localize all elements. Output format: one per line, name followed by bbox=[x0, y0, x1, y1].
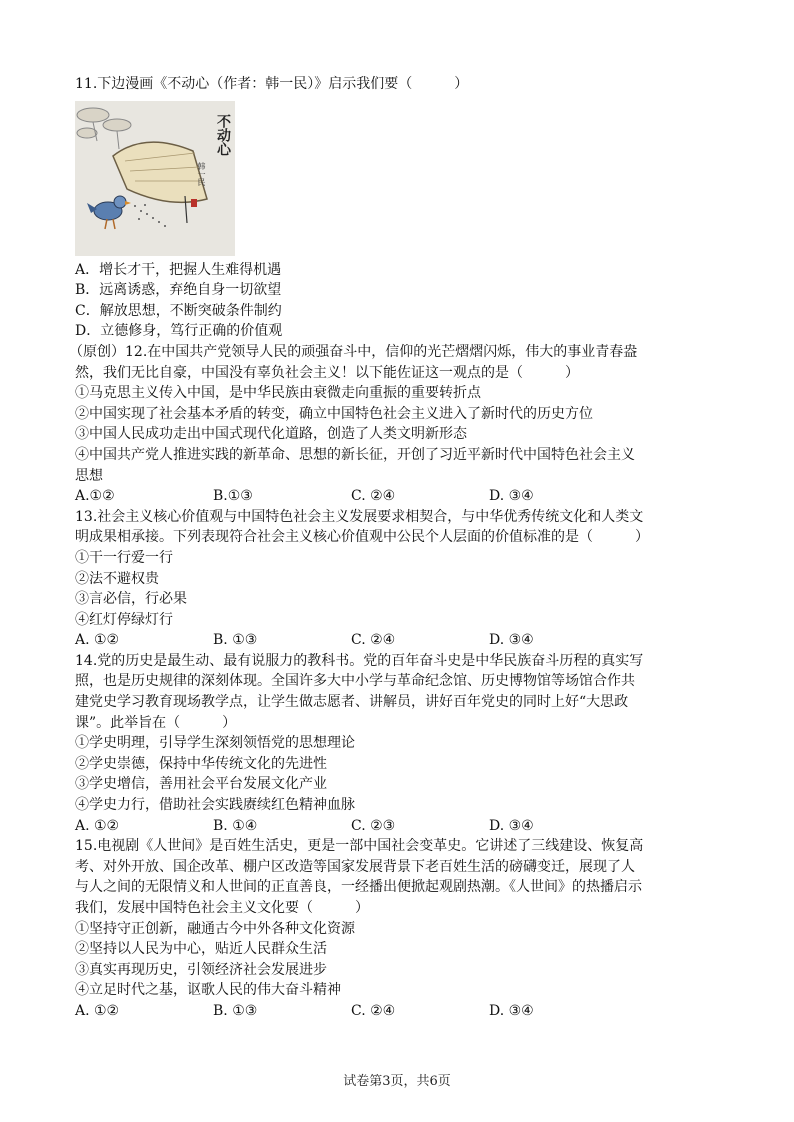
choice-d: D. ③④ bbox=[489, 488, 534, 505]
choice-c: C. ②③ bbox=[351, 817, 396, 834]
page-footer: 试卷第3页，共6页 bbox=[343, 1074, 451, 1089]
cartoon-signature: 韩一民 bbox=[197, 162, 206, 186]
exam-page bbox=[69, 74, 725, 1022]
question-stem: 13.社会主义核心价值观与中国特色社会主义发展要求相契合，与中华优秀传统文化和人类文 bbox=[75, 508, 644, 525]
statement-4: ④立足时代之基，讴歌人民的伟大奋斗精神 bbox=[75, 982, 341, 999]
statement-3: ③真实再现历史，引领经济社会发展进步 bbox=[75, 961, 327, 978]
statement-4-cont: 思想 bbox=[75, 467, 103, 484]
statement-4: ④学史力行，借助社会实践赓续红色精神血脉 bbox=[75, 797, 355, 814]
question-stem-cont: 建党史学习教育现场教学点，让学生做志愿者、讲解员，讲好百年党史的同时上好“大思政 bbox=[75, 694, 629, 711]
choice-b: B. ①③ bbox=[213, 632, 258, 649]
choice-d: D. ③④ bbox=[489, 817, 534, 834]
choice-a: A. ①② bbox=[75, 817, 120, 834]
question-stem: 14.党的历史是最生动、最有说服力的教科书。党的百年奋斗史是中华民族奋斗历程的真实写 bbox=[75, 652, 644, 669]
answer-choices bbox=[75, 630, 725, 651]
option-b: B．远离诱惑，弃绝自身一切欲望 bbox=[75, 282, 282, 299]
cartoon-image bbox=[75, 101, 235, 256]
statement-4: ④红灯停绿灯行 bbox=[75, 611, 173, 628]
choice-c: C. ②④ bbox=[351, 488, 396, 505]
option-d: D．立德修身，笃行正确的价值观 bbox=[75, 323, 283, 340]
statement-1: ①马克思主义传入中国，是中华民族由衰微走向重振的重要转折点 bbox=[75, 385, 481, 402]
choice-a: A. ①② bbox=[75, 1002, 120, 1019]
cartoon-drawing bbox=[75, 101, 235, 256]
statement-3: ③言必信，行必果 bbox=[75, 591, 187, 608]
question-stem-cont: 明成果相承接。下列表现符合社会主义核心价值观中公民个人层面的价值标准的是（ ） bbox=[75, 529, 649, 546]
question-stem-cont: 考、对外开放、国企改革、棚户区改造等国家发展背景下老百姓生活的磅礴变迁，展现了人 bbox=[75, 858, 635, 875]
choice-a: A. ①② bbox=[75, 632, 120, 649]
statement-1: ①干一行爱一行 bbox=[75, 549, 173, 566]
question-stem-cont: 与人之间的无限情义和人世间的正直善良，一经播出便掀起观剧热潮。《人世间》的热播启示 bbox=[75, 879, 642, 896]
choice-a: A.①② bbox=[75, 488, 115, 505]
option-c: C．解放思想，不断突破条件制约 bbox=[75, 302, 282, 319]
question-13 bbox=[75, 507, 725, 651]
question-stem: 11.下边漫画《不动心（作者：韩一民）》启示我们要（ ） bbox=[75, 76, 469, 92]
question-stem: 15.电视剧《人世间》是百姓生活史，更是一部中国社会变革史。它讲述了三线建设、恢复高 bbox=[75, 838, 644, 855]
choice-b: B.①③ bbox=[213, 488, 253, 505]
statement-1: ①坚持守正创新，融通古今中外各种文化资源 bbox=[75, 920, 355, 937]
question-11 bbox=[75, 74, 725, 342]
answer-choices bbox=[75, 1001, 725, 1022]
statement-2: ②坚持以人民为中心，贴近人民群众生活 bbox=[75, 941, 327, 958]
statement-4: ④中国共产党人推进实践的新革命、思想的新长征，开创了习近平新时代中国特色社会主义 bbox=[75, 446, 635, 463]
statement-3: ③学史增信，善用社会平台发展文化产业 bbox=[75, 776, 327, 793]
answer-choices bbox=[75, 816, 725, 837]
statement-2: ②学史崇德，保持中华传统文化的先进性 bbox=[75, 755, 327, 772]
statement-1: ①学史明理，引导学生深刻领悟党的思想理论 bbox=[75, 735, 355, 752]
choice-d: D. ③④ bbox=[489, 1002, 534, 1019]
choice-c: C. ②④ bbox=[351, 1002, 396, 1019]
question-12-body bbox=[75, 363, 725, 507]
answer-choices bbox=[75, 486, 725, 507]
option-a: A．增长才干，把握人生难得机遇 bbox=[75, 261, 282, 278]
question-12 bbox=[69, 342, 725, 363]
question-14 bbox=[75, 651, 725, 836]
question-15 bbox=[75, 836, 725, 1021]
choice-c: C. ②④ bbox=[351, 632, 396, 649]
question-stem-cont: 课”。此举旨在（ ） bbox=[75, 714, 237, 731]
cartoon-title: 不动心 bbox=[215, 114, 231, 156]
statement-2: ②法不避权贵 bbox=[75, 570, 159, 587]
question-stem-cont: 然，我们无比自豪，中国没有辜负社会主义！以下能佐证这一观点的是（ ） bbox=[75, 364, 579, 381]
statement-3: ③中国人民成功走出中国式现代化道路，创造了人类文明新形态 bbox=[75, 426, 467, 443]
choice-b: B. ①③ bbox=[213, 1002, 258, 1019]
question-stem: （原创）12.在中国共产党领导人民的顽强奋斗中，信仰的光芒熠熠闪烁，伟大的事业青春盎 bbox=[69, 343, 638, 360]
statement-2: ②中国实现了社会基本矛盾的转变，确立中国特色社会主义进入了新时代的历史方位 bbox=[75, 405, 593, 422]
question-stem-cont: 照，也是历史规律的深刻体现。全国许多大中小学与革命纪念馆、历史博物馆等场馆合作共 bbox=[75, 673, 635, 690]
choice-d: D. ③④ bbox=[489, 632, 534, 649]
question-stem-cont: 我们，发展中国特色社会主义文化要（ ） bbox=[75, 900, 369, 916]
choice-b: B. ①④ bbox=[213, 817, 258, 834]
